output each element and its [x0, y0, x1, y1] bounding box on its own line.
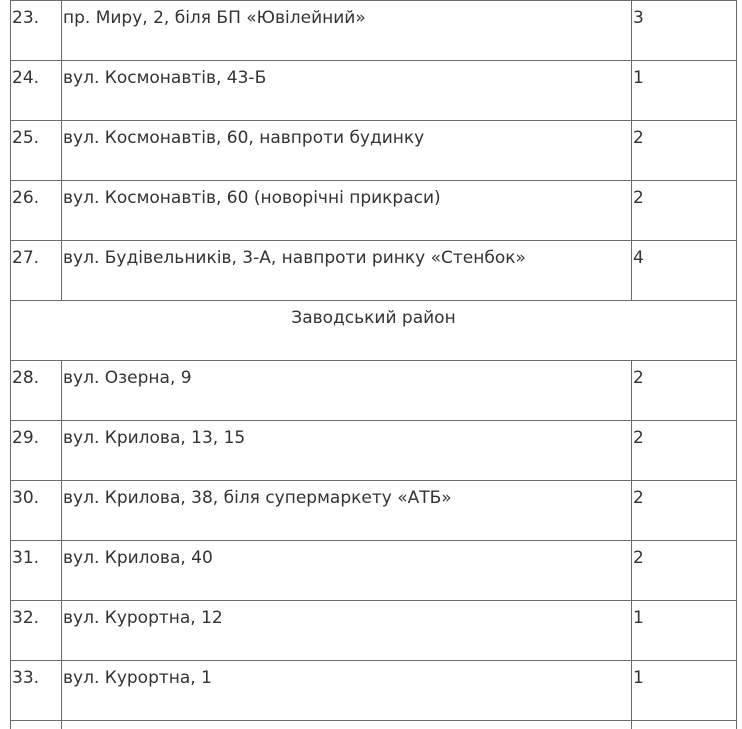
address-cell: вул. Крилова, 40	[62, 541, 632, 600]
row-number-cell: 23.	[11, 1, 62, 60]
row-number-cell: 28.	[11, 361, 62, 420]
quantity-cell: 2	[633, 428, 644, 448]
address-cell: вул. Крилова, 38, біля супермаркету «АТБ»	[62, 481, 632, 540]
quantity-cell: 1	[633, 68, 644, 88]
address-cell	[62, 721, 632, 729]
row-number-cell: 30.	[11, 481, 62, 540]
table-row	[11, 541, 736, 601]
section-title: Заводський район	[291, 308, 456, 328]
table-row-cut-off	[11, 721, 736, 729]
quantity-cell: 1	[633, 608, 644, 628]
address-cell: вул. Космонавтів, 60, навпроти будинку	[62, 121, 632, 180]
address-cell: вул. Космонавтів, 60 (новорічні прикраси)	[62, 181, 632, 240]
table-row	[11, 481, 736, 541]
table-row	[11, 181, 736, 241]
address-cell: вул. Космонавтів, 43-Б	[62, 61, 632, 120]
quantity-cell: 3	[633, 8, 644, 28]
table-row	[11, 601, 736, 661]
row-number-cell: 25.	[11, 121, 62, 180]
table-row	[11, 61, 736, 121]
section-header-row	[11, 301, 736, 361]
table-row	[11, 361, 736, 421]
row-number-cell: 26.	[11, 181, 62, 240]
row-number-cell: 27.	[11, 241, 62, 300]
row-number-cell: 31.	[11, 541, 62, 600]
quantity-cell: 2	[633, 548, 644, 568]
quantity-cell: 2	[633, 188, 644, 208]
address-cell: вул. Курортна, 1	[62, 661, 632, 720]
address-cell: вул. Курортна, 12	[62, 601, 632, 660]
address-cell: вул. Озерна, 9	[62, 361, 632, 420]
row-number-cell: 24.	[11, 61, 62, 120]
quantity-cell: 1	[633, 668, 644, 688]
row-number-cell	[11, 721, 62, 729]
quantity-cell: 4	[633, 248, 644, 268]
row-number-cell: 32.	[11, 601, 62, 660]
table-row	[11, 421, 736, 481]
table-row	[11, 121, 736, 181]
address-cell: вул. Крилова, 13, 15	[62, 421, 632, 480]
row-number-cell: 33.	[11, 661, 62, 720]
quantity-cell	[632, 721, 736, 729]
table-row	[11, 661, 736, 721]
table-row	[11, 241, 736, 301]
table-row	[11, 0, 736, 61]
row-number-cell: 29.	[11, 421, 62, 480]
quantity-cell: 2	[633, 488, 644, 508]
quantity-cell: 2	[633, 368, 644, 388]
quantity-cell: 2	[633, 128, 644, 148]
address-cell: вул. Будівельників, 3-А, навпроти ринку «Стенбок»	[62, 241, 632, 300]
locations-table	[10, 0, 737, 729]
address-cell: пр. Миру, 2, біля БП «Ювілейний»	[62, 1, 632, 60]
